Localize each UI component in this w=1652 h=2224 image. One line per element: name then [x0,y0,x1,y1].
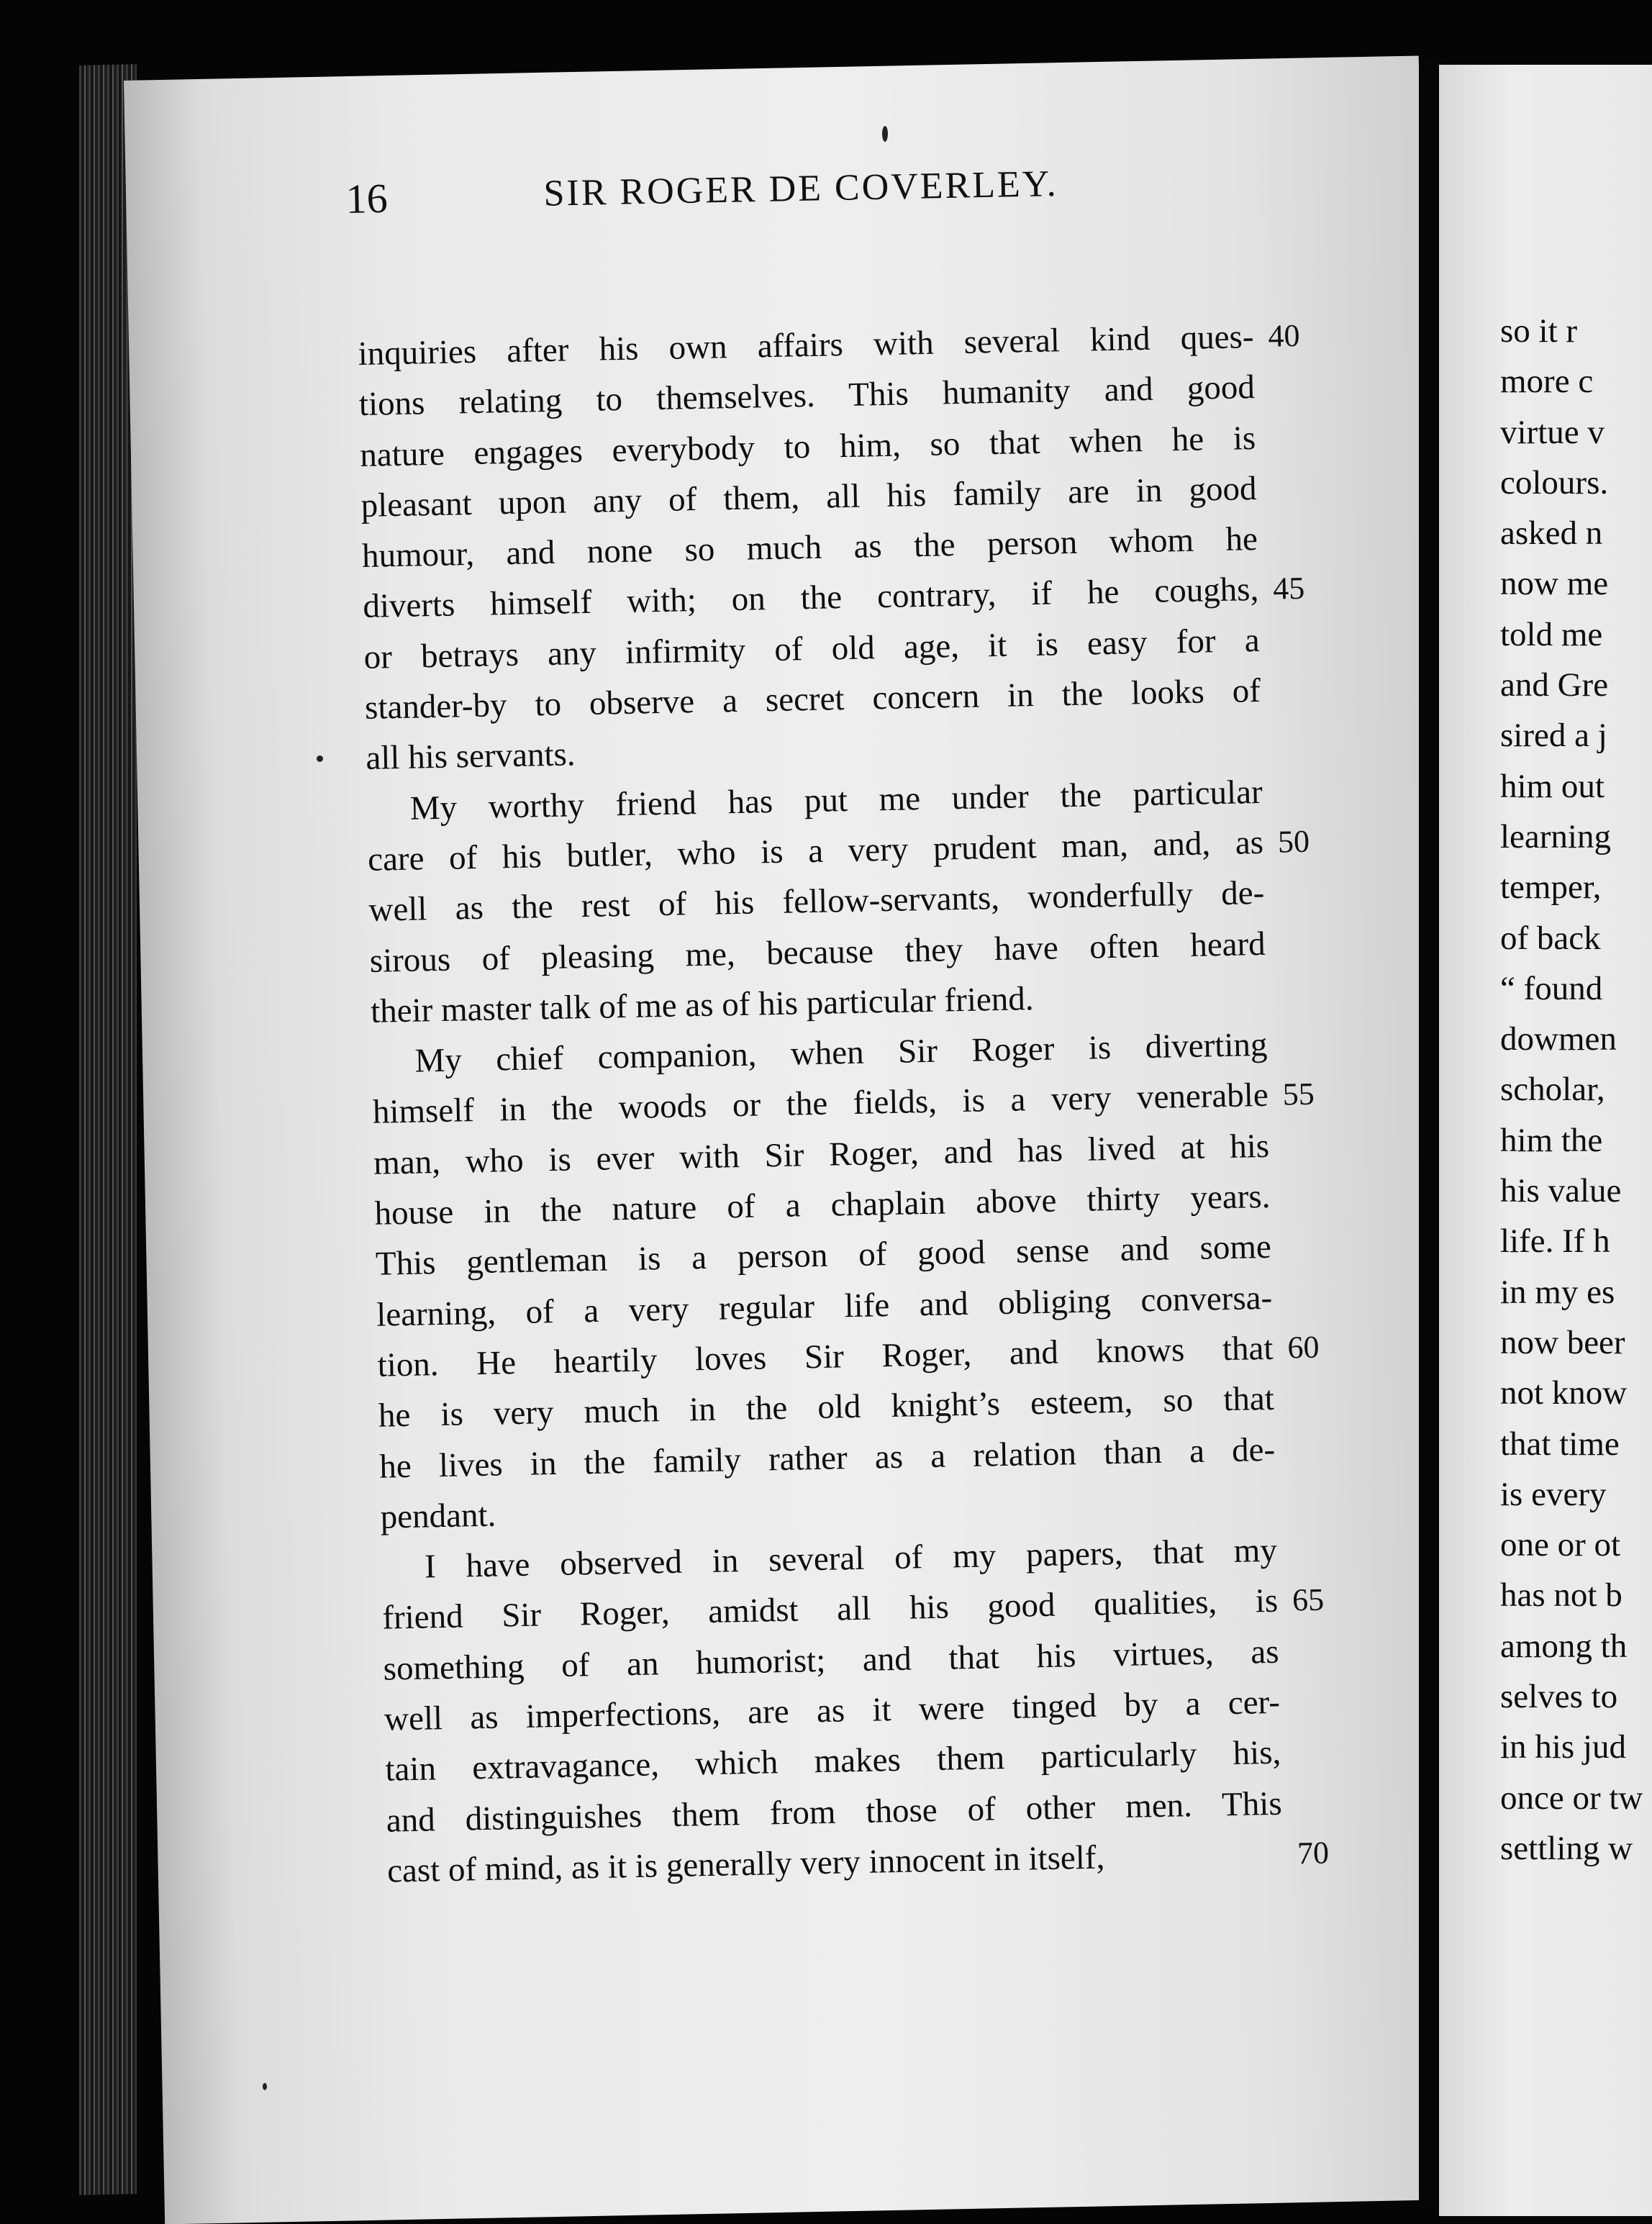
line-number: 55 [1282,1076,1315,1112]
text-line-content: inquiries after his own affairs with several kind ques- [358,318,1254,373]
text-line-content: house in the nature of a chaplain above thirty years. [374,1177,1271,1233]
right-page-line: now me [1500,565,1609,603]
right-page-line: among th [1500,1627,1628,1665]
text-line-content: stander-by to observe a secret concern in the looks of [364,672,1261,727]
text-line-content: well as the rest of his fellow-servants, wonderfully de- [368,874,1265,930]
right-page-line: in my es [1500,1273,1615,1311]
right-page-line: temper, [1500,868,1602,907]
text-line-content: himself in the woods or the fields, is a very venerable [372,1076,1269,1132]
right-page-line: is every [1500,1475,1607,1513]
right-page-line: told me [1500,615,1603,653]
text-line-content: tain extravagance, which makes them particularly his, [384,1734,1281,1789]
text-line-content: care of his butler, who is a very prudent man, and, as [367,823,1264,879]
text-line-content: something of an humorist; and that his virtues, as [383,1633,1280,1688]
line-number: 65 [1292,1581,1325,1618]
text-line-content: he is very much in the old knight’s esteem, so that [378,1380,1275,1435]
text-line-content: well as imperfections, are as it were tinged by a cer- [384,1683,1281,1738]
text-line-content: pleasant upon any of them, all his family are in good [360,469,1257,525]
right-page-line: him out [1500,767,1605,805]
line-number: 60 [1286,1329,1320,1366]
text-line-content: all his servants. [365,735,576,778]
right-page-line: has not b [1500,1576,1622,1615]
ink-speck [263,2083,267,2090]
text-line-content: My worthy friend has put me under the particular [409,773,1263,827]
right-page-line: learning [1500,817,1611,855]
running-title: SIR ROGER DE COVERLEY. [543,163,1059,214]
right-page-line: scholar, [1500,1071,1605,1109]
text-line-content: nature engages everybody to him, so that when he is [359,419,1256,474]
right-page-line: “ found [1500,969,1603,1007]
text-line-content: friend Sir Roger, amidst all his good qualities, is [381,1582,1279,1638]
right-page-line: selves to [1500,1678,1618,1716]
ink-speck [317,755,323,762]
right-page-line: life. If h [1500,1222,1610,1261]
right-page-line: and Gre [1500,666,1609,704]
right-page-line: not know [1500,1374,1628,1412]
line-number: 70 [1297,1835,1330,1871]
text-line-content: man, who is ever with Sir Roger, and has lived at his [373,1127,1270,1182]
right-page-text [1500,306,1652,1874]
right-page-line: dowmen [1500,1020,1617,1058]
right-page-line: his value [1500,1172,1622,1210]
right-page-line: in his jud [1500,1728,1626,1766]
text-line-content: or betrays any infirmity of old age, it is easy for a [363,621,1261,676]
line-number: 45 [1272,571,1305,607]
right-page-line: asked n [1500,514,1603,553]
text-line-content: pendant. [380,1496,496,1536]
right-page-line: once or tw [1500,1779,1643,1817]
text-line-content: sirous of pleasing me, because they have often heard [369,925,1266,980]
text-line-content: he lives in the family rather as a relation than a de- [378,1430,1276,1486]
ink-speck [882,126,888,142]
text-line-content: tions relating to themselves. This humanity and good [358,368,1256,424]
text-line-content: and distinguishes them from those of other men. This [386,1784,1283,1840]
text-line-content: cast of mind, as it is generally very innocent in itself, [386,1838,1105,1890]
text-line-content: This gentleman is a person of good sense and some [375,1228,1272,1284]
right-page-line: settling w [1500,1829,1633,1867]
page-edges [79,64,137,2195]
right-page-line: that time [1500,1425,1620,1463]
text-line-content: tion. He heartily loves Sir Roger, and knows that [377,1329,1274,1384]
text-line-content: I have observed in several of my papers, that my [424,1531,1278,1586]
right-page-line: virtue v [1500,413,1605,451]
right-page-line: sired a j [1500,717,1607,755]
text-line-content: their master talk of me as of his particular friend. [370,980,1034,1030]
right-page-line: so it r [1500,312,1578,350]
right-page-line: one or ot [1500,1526,1621,1564]
text-line-content: learning, of a very regular life and obliging conversa- [376,1279,1273,1334]
line-number: 40 [1267,317,1300,354]
right-page-line: now beer [1500,1323,1625,1361]
right-page-line: of back [1500,919,1601,957]
text-line-content: diverts himself with; on the contrary, if he coughs, [362,571,1259,626]
text-line-content: humour, and none so much as the person whom he [361,520,1258,576]
page-number: 16 [345,174,389,222]
text-line-content: My chief companion, when Sir Roger is diverting [414,1026,1268,1080]
body-text [358,312,1330,1897]
right-page-line: colours. [1500,463,1609,501]
right-page-line: him the [1500,1121,1603,1159]
right-page-line: more c [1500,363,1594,401]
line-number: 50 [1277,823,1310,860]
